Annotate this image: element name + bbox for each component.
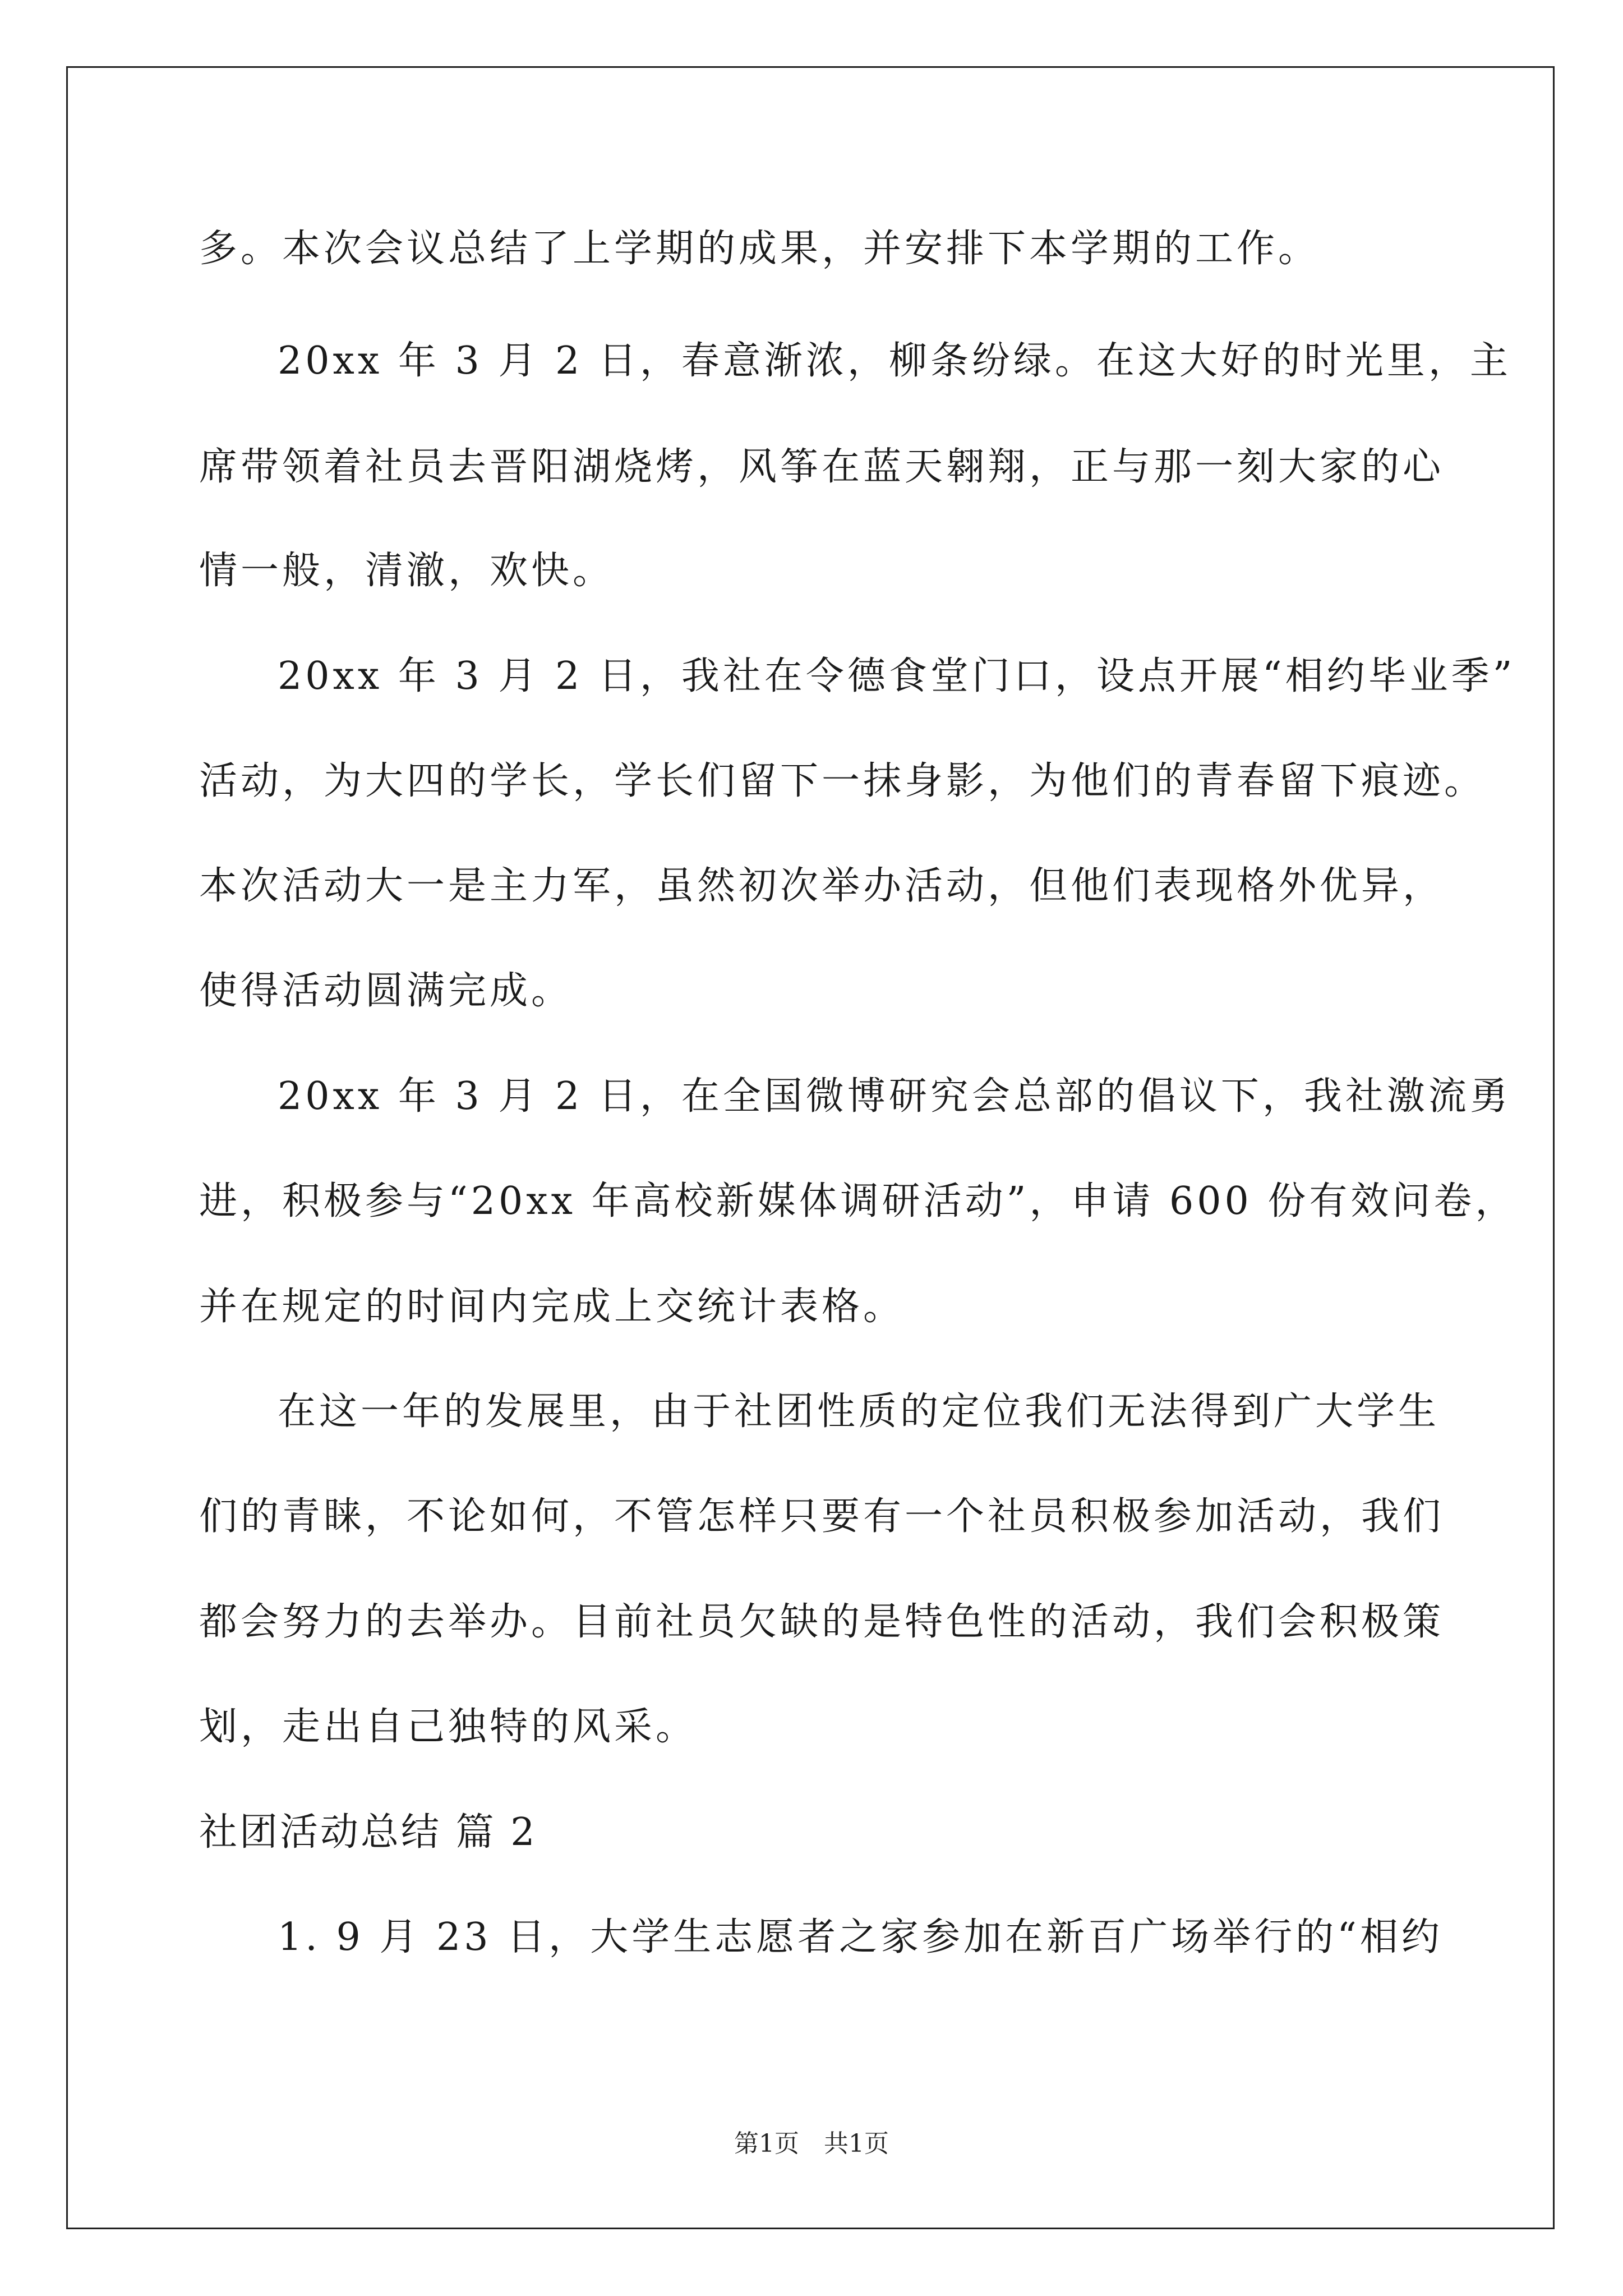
paragraph-first-line: 1. 9 月 23 日，大学生志愿者之家参加在新百广场举行的“相约: [278, 1915, 1443, 1959]
text-line: 情一般，清澈，欢快。: [199, 549, 615, 593]
text-line: 划，走出自己独特的风采。: [199, 1705, 698, 1749]
page-number-current: 第1页: [734, 2129, 799, 2158]
text-line: 们的青睐，不论如何，不管怎样只要有一个社员积极参加活动，我们: [199, 1494, 1445, 1539]
paragraph-first-line: 在这一年的发展里，由于社团性质的定位我们无法得到广大学生: [278, 1389, 1440, 1434]
paragraph-first-line: 20xx 年 3 月 2 日，在全国微博研究会总部的倡议下，我社激流勇: [278, 1074, 1511, 1119]
text-line: 进，积极参与“20xx 年高校新媒体调研活动”，申请 600 份有效问卷，: [199, 1179, 1517, 1223]
text-line: 活动，为大四的学长，学长们留下一抹身影，为他们的青春留下痕迹。: [199, 759, 1486, 803]
section-heading: 社团活动总结 篇 2: [199, 1810, 537, 1855]
page-border: [66, 66, 1555, 2229]
text-line: 并在规定的时间内完成上交统计表格。: [199, 1285, 905, 1329]
paragraph-first-line: 20xx 年 3 月 2 日，春意渐浓，柳条纷绿。在这大好的时光里，主: [278, 339, 1511, 383]
text-line: 使得活动圆满完成。: [199, 969, 573, 1013]
page-footer: [0, 2129, 1623, 2159]
text-line: 都会努力的去举办。目前社员欠缺的是特色性的活动，我们会积极策: [199, 1600, 1445, 1644]
text-line: 多。本次会议总结了上学期的成果，并安排下本学期的工作。: [199, 227, 1320, 271]
paragraph-first-line: 20xx 年 3 月 2 日，我社在令德食堂门口，设点开展“相约毕业季”: [278, 654, 1516, 698]
page-number-total: 共1页: [824, 2129, 889, 2158]
text-line: 席带领着社员去晋阳湖烧烤，风筝在蓝天翱翔，正与那一刻大家的心: [199, 445, 1445, 489]
text-line: 本次活动大一是主力军，虽然初次举办活动，但他们表现格外优异，: [199, 864, 1445, 908]
